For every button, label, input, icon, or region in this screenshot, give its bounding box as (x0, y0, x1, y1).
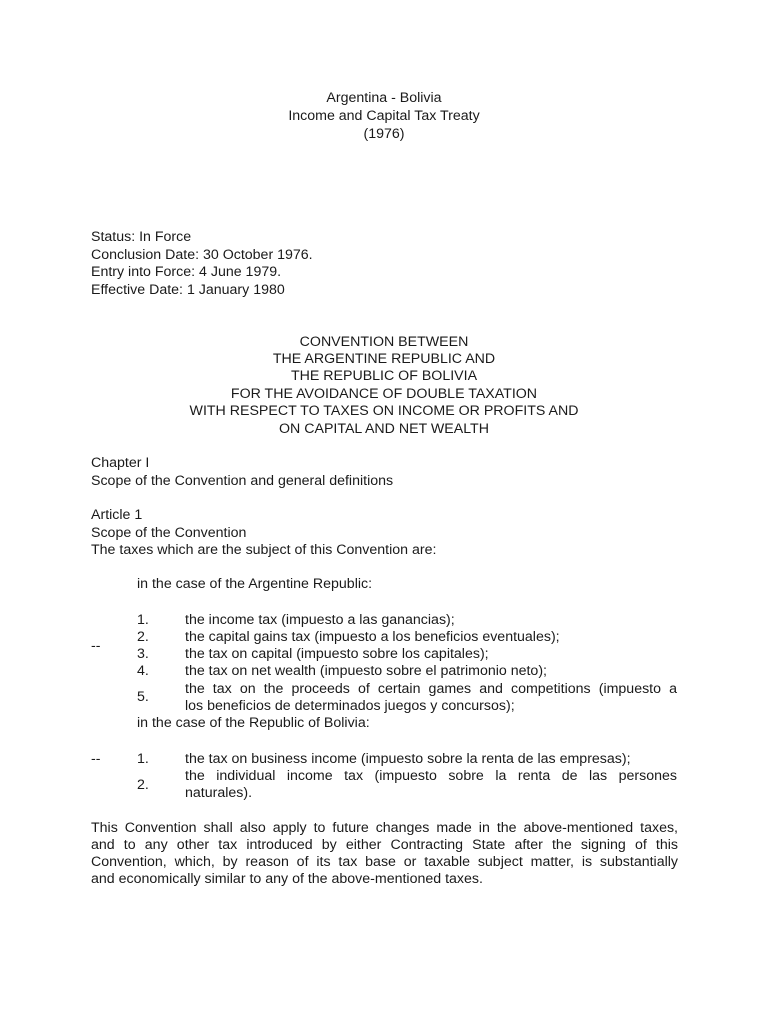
closing-paragraph-line: and to any other tax introduced by either Contracting State after the signing of this (91, 837, 678, 853)
article-label: Article 1 (91, 507, 143, 523)
list-item-number: 2. (137, 629, 149, 645)
list-item-text-continued: naturales). (185, 785, 253, 801)
argentina-intro: in the case of the Argentine Republic: (137, 576, 373, 592)
closing-paragraph-line: and economically similar to any of the above-mentioned taxes. (91, 871, 483, 887)
article-title: Scope of the Convention (91, 525, 247, 541)
convention-heading-line: WITH RESPECT TO TAXES ON INCOME OR PROFITS AND (189, 403, 579, 419)
list-dash-marker: -- (91, 751, 101, 767)
list-item-text: the tax on business income (impuesto sobre la renta de las empresas); (185, 751, 631, 767)
list-item-number: 3. (137, 646, 149, 662)
document-title-line-1: Argentina - Bolivia (326, 90, 442, 106)
document-title-line-2: Income and Capital Tax Treaty (288, 108, 480, 124)
list-dash-marker: -- (91, 638, 101, 654)
closing-paragraph-line: Convention, which, by reason of its tax base or taxable subject matter, is substantially (91, 854, 678, 870)
convention-heading-line: CONVENTION BETWEEN (299, 334, 469, 350)
entry-into-force-text: Entry into Force: 4 June 1979. (91, 264, 282, 280)
list-item-number: 4. (137, 663, 149, 679)
list-item-text-continued: los beneficios de determinados juegos y concursos); (185, 698, 515, 714)
convention-heading-line: ON CAPITAL AND NET WEALTH (279, 421, 489, 437)
list-item-number: 2. (137, 777, 149, 793)
convention-heading-line: THE REPUBLIC OF BOLIVIA (290, 368, 478, 384)
document-title-line-3: (1976) (363, 126, 405, 142)
list-item-text: the income tax (impuesto a las ganancias); (185, 612, 455, 628)
list-item-number: 5. (137, 689, 149, 705)
bolivia-intro: in the case of the Republic of Bolivia: (137, 715, 370, 731)
list-item-text: the individual income tax (impuesto sobre la renta de las persones (185, 768, 677, 784)
list-item-text: the capital gains tax (impuesto a los beneficios eventuales); (185, 629, 560, 645)
article-intro: The taxes which are the subject of this Convention are: (91, 542, 437, 558)
list-item-text: the tax on the proceeds of certain games and competitions (impuesto a (185, 681, 677, 697)
convention-heading-line: THE ARGENTINE REPUBLIC AND (272, 351, 496, 367)
list-item-number: 1. (137, 612, 149, 628)
closing-paragraph-line: This Convention shall also apply to future changes made in the above-mentioned taxes, (91, 820, 678, 836)
list-item-number: 1. (137, 751, 149, 767)
chapter-title: Scope of the Convention and general definitions (91, 473, 394, 489)
list-item-text: the tax on capital (impuesto sobre los capitales); (185, 646, 489, 662)
chapter-label: Chapter I (91, 455, 150, 471)
status-text: Status: In Force (91, 229, 192, 245)
convention-heading-line: FOR THE AVOIDANCE OF DOUBLE TAXATION (230, 386, 538, 402)
conclusion-date-text: Conclusion Date: 30 October 1976. (91, 247, 313, 263)
effective-date-text: Effective Date: 1 January 1980 (91, 282, 285, 298)
list-item-text: the tax on net wealth (impuesto sobre el patrimonio neto); (185, 663, 547, 679)
